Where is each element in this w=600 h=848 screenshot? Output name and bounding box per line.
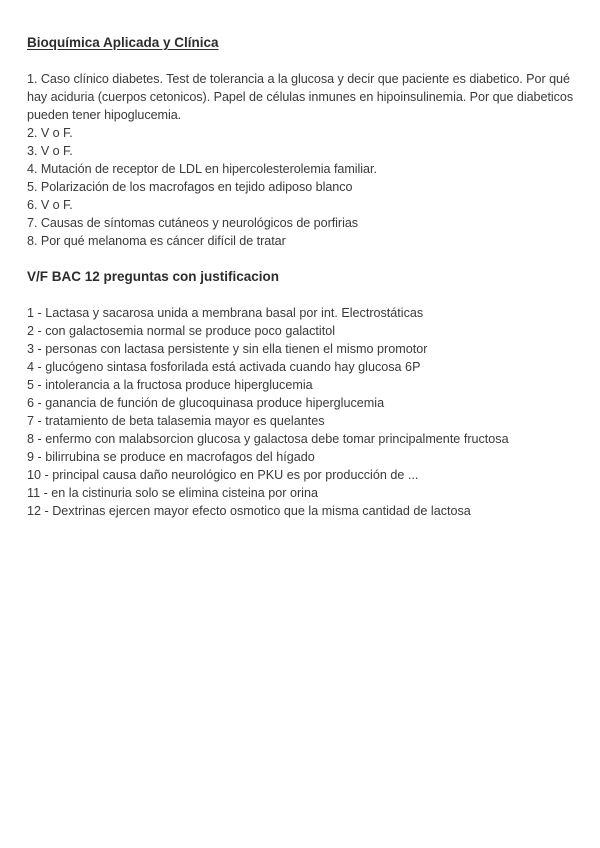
list-item: 6 - ganancia de función de glucoquinasa produce hiperglucemia — [27, 396, 385, 410]
list-item: 10 - principal causa daño neurológico en PKU es por producción de ... — [27, 468, 419, 482]
list-item: 1 - Lactasa y sacarosa unida a membrana basal por int. Electrostáticas — [27, 306, 424, 320]
list-item: 3 - personas con lactasa persistente y sin ella tienen el mismo promotor — [27, 342, 428, 356]
document-title: Bioquímica Aplicada y Clínica — [27, 35, 219, 50]
list-item: 11 - en la cistinuria solo se elimina cisteina por orina — [27, 486, 318, 500]
exam-questions-list — [27, 70, 577, 250]
list-item: 3. V o F. — [27, 144, 73, 158]
list-item: 9 - bilirrubina se produce en macrofagos del hígado — [27, 450, 315, 464]
list-item: 4 - glucógeno sintasa fosforilada está activada cuando hay glucosa 6P — [27, 360, 421, 374]
list-item: 2 - con galactosemia normal se produce poco galactitol — [27, 324, 336, 338]
list-item: 5 - intolerancia a la fructosa produce hiperglucemia — [27, 378, 313, 392]
vf-questions-list — [27, 304, 577, 520]
list-item: 5. Polarización de los macrofagos en tejido adiposo blanco — [27, 180, 353, 194]
list-item: 1. Caso clínico diabetes. Test de tolerancia a la glucosa y decir que paciente es diabetico. Por qué hay aciduria (cuerpos cetonicos). Papel de células inmunes en hipoinsulinemia. Por que diabeticos pueden tener hipoglucemia. — [27, 72, 574, 122]
list-item: 12 - Dextrinas ejercen mayor efecto osmotico que la misma cantidad de lactosa — [27, 504, 471, 518]
document-page — [27, 34, 577, 520]
list-item: 2. V o F. — [27, 126, 73, 140]
list-item: 8. Por qué melanoma es cáncer difícil de tratar — [27, 234, 286, 248]
list-item: 6. V o F. — [27, 198, 73, 212]
vf-section-heading: V/F BAC 12 preguntas con justificacion — [27, 269, 280, 284]
list-item: 7. Causas de síntomas cutáneos y neurológicos de porfirias — [27, 216, 359, 230]
list-item: 8 - enfermo con malabsorcion glucosa y galactosa debe tomar principalmente fructosa — [27, 432, 509, 446]
list-item: 7 - tratamiento de beta talasemia mayor es quelantes — [27, 414, 325, 428]
list-item: 4. Mutación de receptor de LDL en hipercolesterolemia familiar. — [27, 162, 377, 176]
